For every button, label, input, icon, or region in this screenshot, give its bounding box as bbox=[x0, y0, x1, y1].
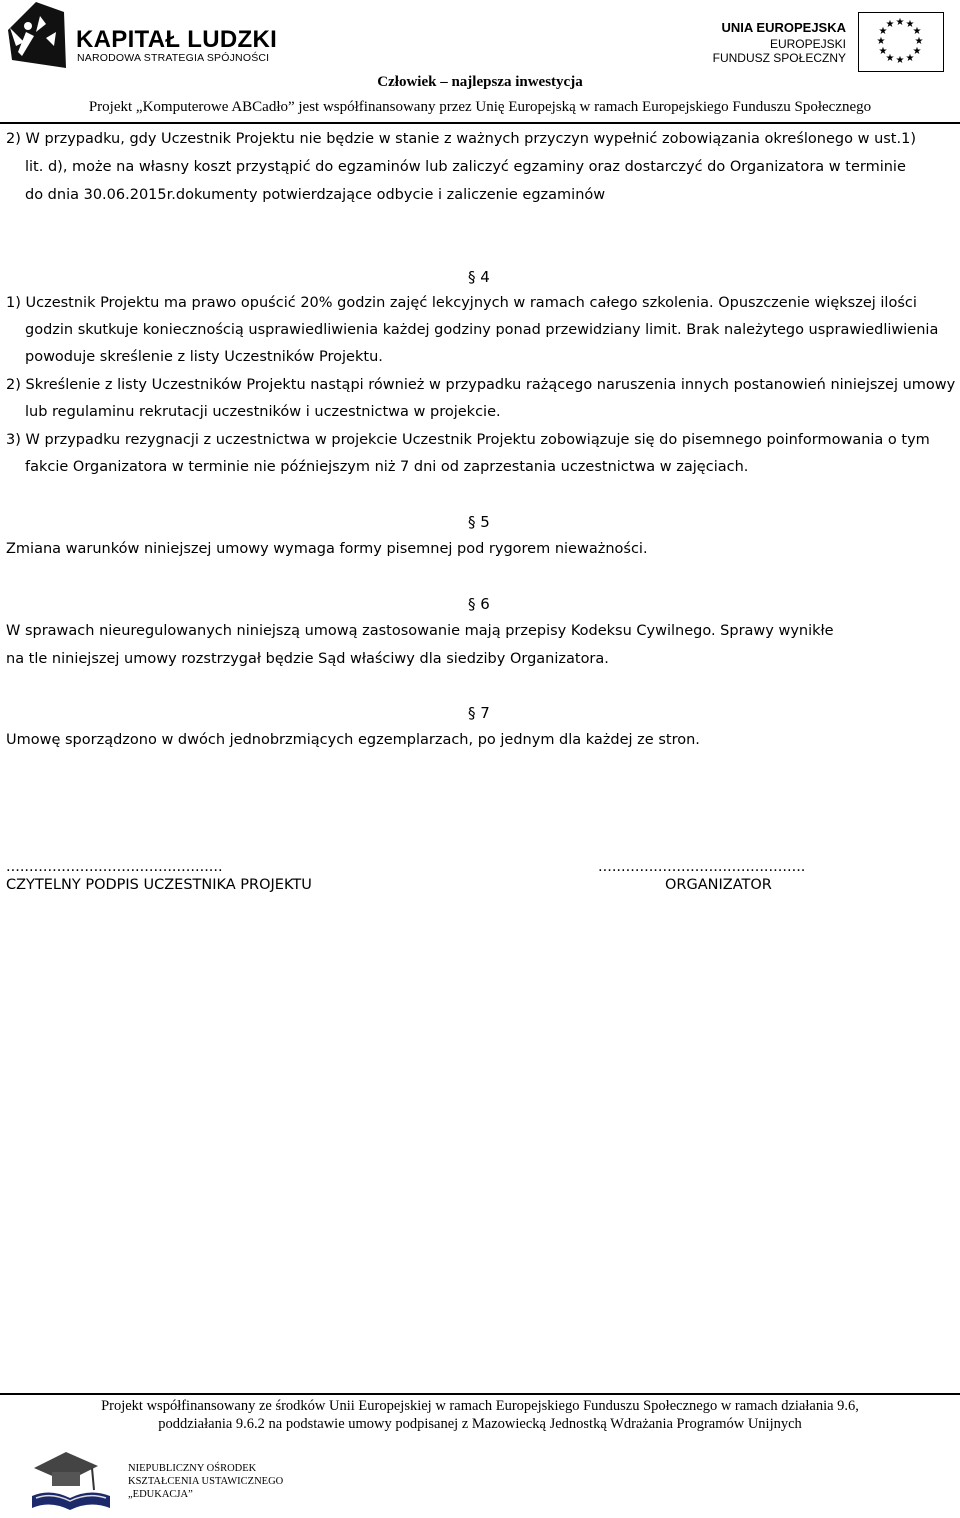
section-4-heading: § 4 bbox=[468, 268, 490, 286]
svg-text:★: ★ bbox=[912, 26, 922, 37]
svg-text:★: ★ bbox=[885, 19, 895, 30]
svg-text:★: ★ bbox=[914, 36, 924, 47]
organizer-signature-label: ORGANIZATOR bbox=[665, 877, 772, 893]
p3-2-line1: 2) W przypadku, gdy Uczestnik Projektu nie będzie w stanie z ważnych przyczyn wypełnić zobowiązania określonego w ust.1) bbox=[6, 131, 916, 147]
p5: Zmiana warunków niniejszej umowy wymaga formy pisemnej pod rygorem nieważności. bbox=[6, 541, 648, 557]
participant-signature-line: ............................................... bbox=[6, 859, 223, 875]
svg-text:★: ★ bbox=[895, 17, 905, 28]
svg-text:★: ★ bbox=[905, 53, 915, 64]
p6-line2: na tle niniejszej umowy rozstrzygał będzie Sąd właściwy dla siedziby Organizatora. bbox=[6, 651, 609, 667]
svg-text:★: ★ bbox=[885, 53, 895, 64]
footer-line2: poddziałania 9.6.2 na podstawie umowy podpisanej z Mazowiecką Jednostką Wdrażania Programów Unijnych bbox=[158, 1416, 802, 1432]
school-name-line3: „EDUKACJA” bbox=[128, 1489, 193, 1500]
p3-2-line2: lit. d), może na własny koszt przystąpić do egzaminów lub zaliczyć egzaminy oraz dostarczyć do Organizatora w terminie bbox=[25, 159, 906, 175]
section-5-heading: § 5 bbox=[468, 513, 490, 531]
kapital-ludzki-logo bbox=[6, 2, 278, 74]
organizer-signature-line: ............................................. bbox=[598, 859, 806, 875]
p4-1: 1) Uczestnik Projektu ma prawo opuścić 20% godzin zajęć lekcyjnych w ramach całego szkolenia. Opuszczenie większej ilości godzin skutkuje koniecznością usprawiedliwienia każdej godziny ponad przewidziany limit. Brak należytego usprawiedliwienia powoduje skreślenie z listy Uczestników Projektu. bbox=[6, 295, 939, 365]
school-logo-icon bbox=[26, 1438, 122, 1514]
eu-logo-line3: FUNDUSZ SPOŁECZNY bbox=[712, 51, 846, 65]
participant-signature-label: CZYTELNY PODPIS UCZESTNIKA PROJEKTU bbox=[6, 877, 312, 893]
section-7-heading: § 7 bbox=[468, 704, 490, 722]
eu-logo-line2: EUROPEJSKI bbox=[769, 37, 846, 51]
section-6-heading: § 6 bbox=[468, 595, 490, 613]
svg-text:★: ★ bbox=[878, 26, 888, 37]
svg-text:★: ★ bbox=[895, 55, 905, 66]
kapital-ludzki-emblem-icon bbox=[6, 2, 68, 72]
eu-logo-line1: UNIA EUROPEJSKA bbox=[721, 20, 846, 35]
p4-3: 3) W przypadku rezygnacji z uczestnictwa w projekcie Uczestnik Projektu zobowiązuje się do pisemnego poinformowania o tym fakcie Organizatora w terminie nie późniejszym niż 7 dni od zaprzestania uczestnictwa w zajęciach. bbox=[6, 432, 930, 475]
header-divider bbox=[0, 122, 960, 124]
p6-line1: W sprawach nieuregulowanych niniejszą umową zastosowanie mają przepisy Kodeksu Cywilnego. Sprawy wynikłe bbox=[6, 623, 834, 639]
eu-flag-icon bbox=[858, 12, 944, 72]
p3-2-line3: do dnia 30.06.2015r.dokumenty potwierdzające odbycie i zaliczenie egzaminów bbox=[25, 187, 606, 203]
p4-2: 2) Skreślenie z listy Uczestników Projektu nastąpi również w przypadku rażącego naruszenia innych postanowień niniejszej umowy lub regulaminu rekrutacji uczestników i uczestnictwa w projekcie. bbox=[6, 377, 956, 420]
school-name-line1: NIEPUBLICZNY OŚRODEK bbox=[128, 1463, 257, 1474]
header-motto: Człowiek – najlepsza inwestycja bbox=[377, 74, 583, 90]
p7: Umowę sporządzono w dwóch jednobrzmiących egzemplarzach, po jednym dla każdej ze stron. bbox=[6, 732, 700, 748]
svg-text:★: ★ bbox=[878, 46, 888, 57]
svg-text:★: ★ bbox=[905, 19, 915, 30]
kapital-ludzki-title: KAPITAŁ LUDZKI bbox=[76, 26, 278, 53]
header-project-line: Projekt „Komputerowe ABCadło” jest współfinansowany przez Unię Europejską w ramach Europejskiego Funduszu Społecznego bbox=[88, 99, 872, 115]
kapital-ludzki-subtitle: NARODOWA STRATEGIA SPÓJNOŚCI bbox=[77, 52, 270, 64]
svg-text:★: ★ bbox=[876, 36, 886, 47]
eu-efs-logo bbox=[712, 10, 950, 76]
school-name-line2: KSZTAŁCENIA USTAWICZNEGO bbox=[128, 1476, 284, 1487]
footer-line1: Projekt współfinansowany ze środków Unii Europejskiej w ramach Europejskiego Funduszu Społecznego w ramach działania 9.6, bbox=[101, 1398, 859, 1414]
footer-divider bbox=[0, 1393, 960, 1395]
svg-text:★: ★ bbox=[912, 46, 922, 57]
